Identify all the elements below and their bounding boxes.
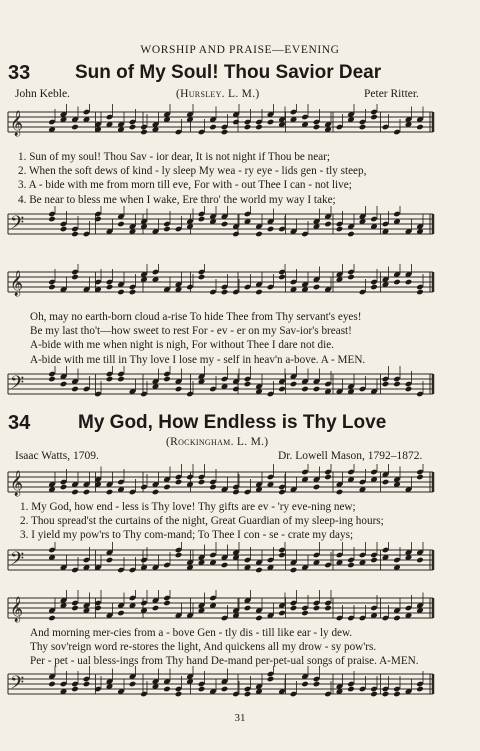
svg-text:𝄞: 𝄞: [10, 597, 24, 622]
lyric-line: A-bide with me till in Thy love I lose my - self in heav'n a-bove. A - MEN.: [30, 353, 366, 366]
lyric-line: Thy sov'reign word re-stores the light, And quickens all my drow - sy pow'rs.: [30, 641, 377, 654]
hymn-composer: Peter Ritter.: [364, 88, 419, 100]
lyric-line: 1. My God, how end - less is Thy love! Thy gifts are ev - 'ry eve-ning new;: [20, 501, 356, 513]
music-staff-treble: [0, 104, 480, 148]
section-heading: WORSHIP AND PRAISE—EVENING: [140, 44, 340, 56]
hymn-tune: (Rockingham. L. M.): [166, 436, 269, 448]
svg-text:𝄢: 𝄢: [10, 673, 25, 698]
lyrics-block: [30, 626, 419, 669]
lyric-line: 4. Be near to bless me when I wake, Ere thro' the world my way I take;: [18, 193, 336, 206]
lyric-line: 2. When the soft dews of kind - ly sleep My wea - ry eye - lids gen - tly steep,: [18, 165, 367, 178]
hymn-title: My God, How Endless is Thy Love: [78, 412, 387, 433]
hymn-composer: Dr. Lowell Mason, 1792–1872.: [278, 450, 423, 462]
lyric-line: Be my last tho't—how sweet to rest For - ev - er on my Sav-ior's breast!: [30, 325, 352, 338]
svg-text:𝄢: 𝄢: [10, 373, 25, 398]
hymn-author: Isaac Watts, 1709.: [15, 450, 99, 462]
music-staff-bass: [0, 542, 480, 586]
lyric-line: 3. A - bide with me from morn till eve, For with - out Thee I can - not live;: [18, 179, 352, 192]
lyric-line: 2. Thou spread'st the curtains of the night, Great Guardian of my sleep-ing hours;: [20, 515, 384, 528]
svg-text:𝄢: 𝄢: [10, 213, 25, 238]
lyric-line: And morning mer-cies from a - bove Gen - tly dis - till like ear - ly dew.: [30, 627, 353, 639]
music-staff-bass: [0, 366, 480, 410]
svg-text:𝄢: 𝄢: [10, 549, 25, 574]
music-staff-treble: [0, 264, 480, 308]
hymn-title: Sun of My Soul! Thou Savior Dear: [75, 62, 382, 83]
lyric-line: 3. I yield my pow'rs to Thy com-mand; To Thee I con - se - crate my days;: [20, 529, 354, 542]
music-staff-bass: [0, 666, 480, 706]
lyric-line: A-bide with me when night is nigh, For without Thee I dare not die.: [30, 339, 334, 352]
svg-text:𝄞: 𝄞: [10, 471, 24, 496]
music-staff-bass: [0, 206, 480, 250]
hymn-tune: (Hursley. L. M.): [176, 88, 260, 100]
svg-text:𝄞: 𝄞: [10, 111, 24, 136]
lyrics-block: [30, 310, 365, 367]
svg-text:𝄞: 𝄞: [10, 271, 24, 296]
lyrics-block: [18, 150, 366, 207]
page-number: 31: [234, 712, 246, 724]
hymn-number: 34: [8, 412, 31, 434]
lyric-line: Oh, may no earth-born cloud a-rise To hide Thee from Thy servant's eyes!: [30, 311, 362, 323]
lyric-line: Per - pet - ual bless-ings from Thy hand De-mand per-pet-ual songs of praise. A-MEN.: [30, 655, 419, 668]
lyrics-block: [20, 500, 384, 543]
lyric-line: 1. Sun of my soul! Thou Sav - ior dear, It is not night if Thou be near;: [18, 151, 331, 163]
hymn-number: 33: [8, 62, 31, 84]
hymn-author: John Keble.: [15, 88, 70, 100]
